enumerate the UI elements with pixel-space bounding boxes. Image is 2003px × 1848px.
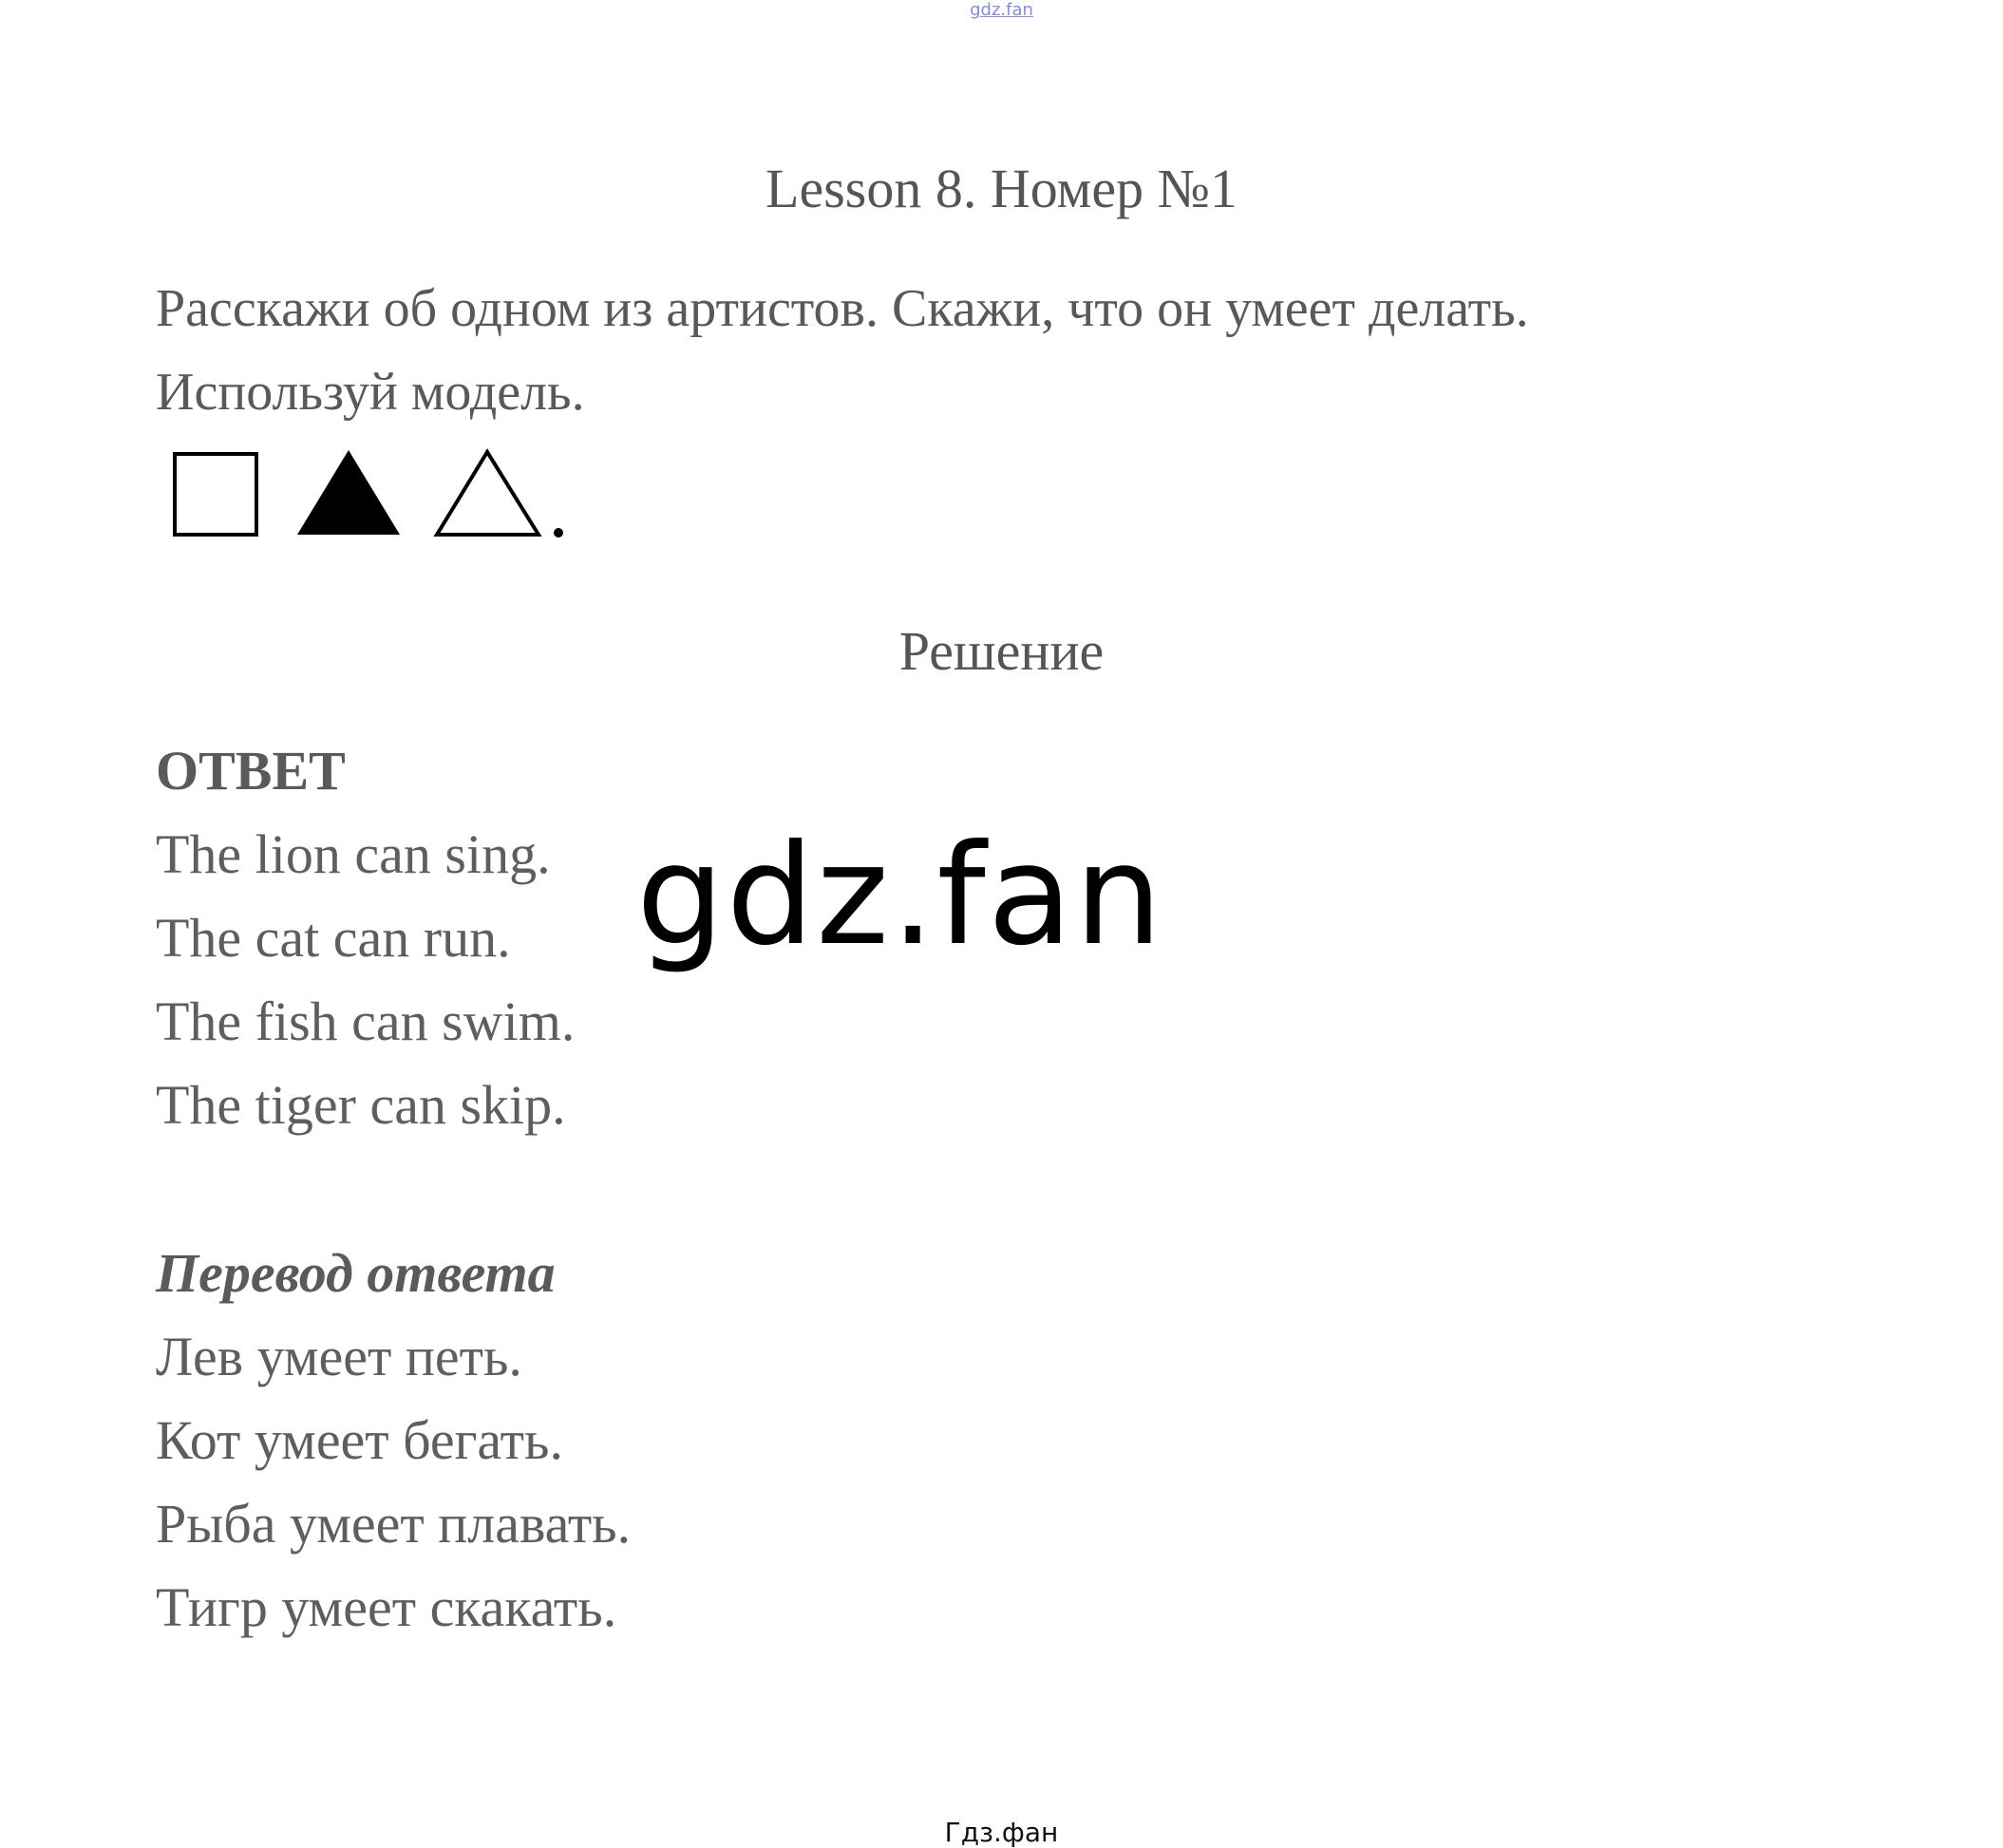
answer-line: The cat can run.: [156, 907, 511, 969]
page-title: Lesson 8. Номер №1: [765, 158, 1238, 219]
task-instruction-line-1: Расскажи об одном из артистов. Скажи, что он умеет делать.: [156, 279, 1529, 338]
task-instruction-line-2: Используй модель.: [156, 363, 585, 422]
empty-square-icon: [175, 454, 256, 535]
model-shapes: [167, 446, 585, 541]
top-watermark-link[interactable]: gdz.fan: [970, 0, 1033, 20]
answer-line: The lion can sing.: [156, 823, 551, 885]
translation-heading: Перевод ответа: [156, 1242, 556, 1304]
outline-triangle-icon: [437, 452, 539, 535]
translation-line: Рыба умеет плавать.: [156, 1493, 632, 1555]
solution-heading: Решение: [898, 620, 1105, 682]
answer-heading: ОТВЕТ: [156, 740, 346, 801]
footer-label: Гдз.фан: [944, 1817, 1059, 1848]
answer-line: The fish can swim.: [156, 990, 576, 1052]
period-dot-icon: [554, 528, 563, 537]
answer-line: The tiger can skip.: [156, 1074, 566, 1136]
filled-triangle-icon: [297, 450, 400, 535]
translation-line: Кот умеет бегать.: [156, 1409, 563, 1471]
translation-line: Тигр умеет скакать.: [156, 1576, 617, 1638]
watermark: gdz.fan: [636, 815, 1164, 976]
translation-line: Лев умеет петь.: [156, 1326, 522, 1387]
